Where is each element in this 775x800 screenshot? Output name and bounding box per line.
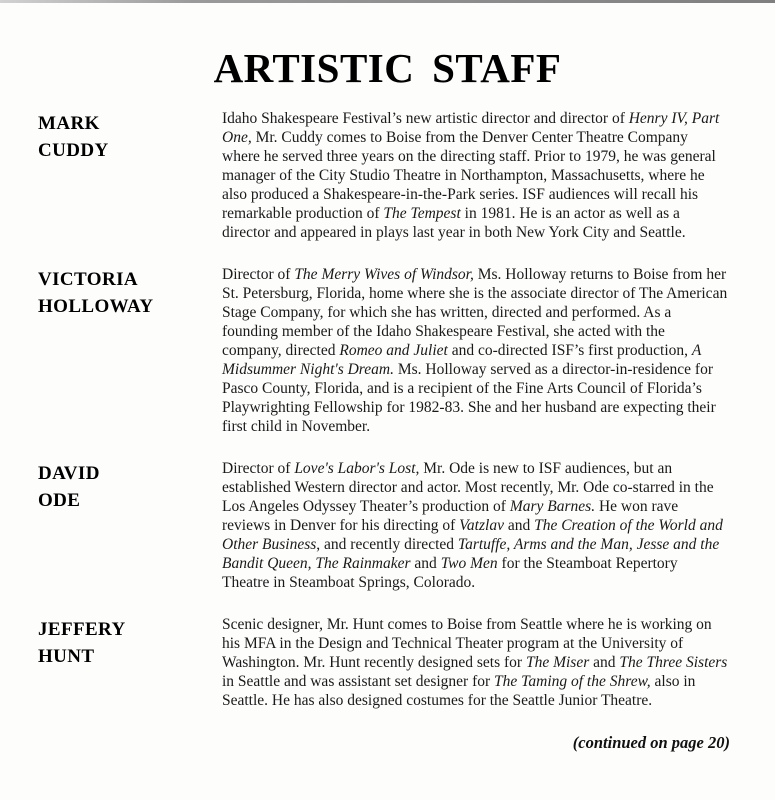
staff-name-line: ODE bbox=[38, 490, 81, 512]
bio-text: Ms. Holloway returns to Boise from her St. Petersburg, Florida, home where she is the associate director of The American Stage Company, for which she has written, directed and performed. As a founding member of the Idaho Shakespeare Festival, she acted with the company, directed bbox=[222, 266, 728, 360]
bio-text: Mr. Cuddy comes to Boise from the Denver Center Theatre Company where he served three years on the directing staff. Prior to 1979, he was general manager of the City Studio Theatre in Northampton, Massachusetts, where he also produced a Shakespeare-in-the-Park series. ISF audiences will recall his remarkable production of bbox=[222, 129, 716, 223]
bio-text: and bbox=[410, 555, 441, 573]
staff-bio bbox=[222, 459, 728, 592]
staff-section bbox=[0, 265, 775, 436]
staff-name-line: VICTORIA bbox=[38, 269, 138, 291]
page-title: ARTISTIC STAFF bbox=[213, 45, 562, 91]
scan-edge-artifact bbox=[0, 0, 775, 3]
bio-text: He won rave reviews in Denver for his directing of bbox=[222, 498, 679, 535]
play-title: Two Men bbox=[440, 555, 498, 573]
staff-bio bbox=[222, 265, 728, 436]
continued-note: (continued on page 20) bbox=[572, 733, 730, 753]
staff-name bbox=[38, 109, 222, 164]
staff-name-line: HOLLOWAY bbox=[38, 296, 154, 318]
play-title: Tartuffe, Arms and the Man, Jesse and the Bandit Queen, The Rainmaker bbox=[222, 536, 720, 573]
staff-name bbox=[38, 615, 222, 670]
bio-text: also in Seattle. He has also designed costumes for the Seattle Junior Theatre. bbox=[222, 673, 696, 710]
staff-section bbox=[0, 615, 775, 710]
bio-text: Idaho Shakespeare Festival’s new artistic director and director of bbox=[222, 110, 629, 128]
staff-section bbox=[0, 459, 775, 592]
bio-text: and co-directed ISF’s first production, bbox=[447, 342, 692, 360]
staff-name-line: CUDDY bbox=[38, 140, 109, 162]
play-title: Henry IV, Part One, bbox=[222, 110, 720, 147]
bio-text: and bbox=[589, 654, 620, 672]
staff-name bbox=[38, 459, 222, 514]
staff-name-line: JEFFERY bbox=[38, 619, 126, 641]
play-title: Love's Labor's Lost, bbox=[294, 460, 420, 478]
play-title: The Miser bbox=[525, 654, 590, 672]
staff-list bbox=[0, 109, 775, 710]
staff-bio bbox=[222, 109, 728, 242]
bio-text: Scenic designer, Mr. Hunt comes to Boise from Seattle where he is working on his MFA in the Design and Technical Theater program at the University of Washington. Mr. Hunt recently designed sets for bbox=[222, 616, 712, 672]
staff-bio bbox=[222, 615, 728, 710]
play-title: Romeo and Juliet bbox=[339, 342, 448, 360]
bio-text: Ms. Holloway served as a director-in-residence for Pasco County, Florida, and is a recipient of the Fine Arts Council of Florida’s Playwrighting Fellowship for 1982-83. She and her husband are expecting their first child in November. bbox=[222, 361, 716, 436]
play-title: The Creation of the World and Other Business bbox=[222, 517, 723, 554]
bio-text: for the Steamboat Repertory Theatre in Steamboat Springs, Colorado. bbox=[222, 555, 678, 592]
bio-text: , and recently directed bbox=[316, 536, 458, 554]
bio-text: in 1981. He is an actor as well as a director and appeared in plays last year in both New York City and Seattle. bbox=[222, 205, 686, 242]
bio-text: Director of bbox=[222, 266, 295, 284]
bio-text: Director of bbox=[222, 460, 295, 478]
play-title: The Taming of the Shrew, bbox=[494, 673, 651, 691]
staff-name bbox=[38, 265, 222, 320]
bio-text: and bbox=[503, 517, 535, 535]
play-title: The Three Sisters bbox=[619, 654, 728, 672]
bio-text: in Seattle and was assistant set designer for bbox=[222, 673, 495, 691]
play-title: The Tempest bbox=[383, 205, 461, 223]
play-title: The Merry Wives of Windsor, bbox=[294, 266, 474, 284]
staff-name-line: HUNT bbox=[38, 646, 95, 668]
staff-name-line: DAVID bbox=[38, 463, 100, 485]
play-title: Vatzlav bbox=[459, 517, 504, 535]
bio-text: Mr. Ode is new to ISF audiences, but an established Western director and actor. Most recently, Mr. Ode co-starred in the Los Angeles Odyssey Theater’s production of bbox=[222, 460, 714, 516]
play-title: A Midsummer Night's Dream. bbox=[222, 342, 702, 379]
play-title: Mary Barnes. bbox=[509, 498, 596, 516]
staff-section bbox=[0, 109, 775, 242]
staff-name-line: MARK bbox=[38, 113, 100, 135]
